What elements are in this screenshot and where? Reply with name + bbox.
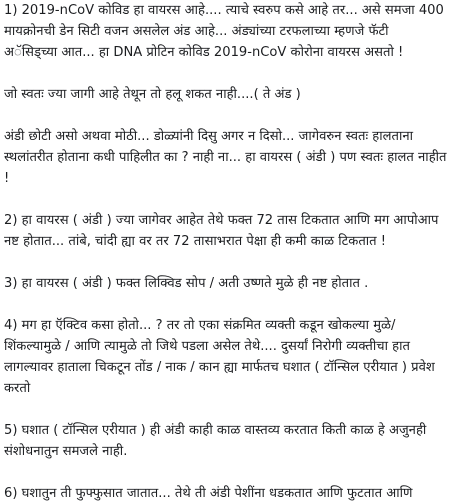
paragraph-point-4: 4) मग हा ऍक्टिव कसा होतो... ? तर तो एका संक्रमित व्यक्ती कडून खोकल्या मुळे/ शिंकल्यामुळे / आणि त्यामुळे तो जिथे पडला असेल तेथे.... दुसर्यां निरोगी व्यक्तीचा हात लागल्यावर हाताला चिकटून तोंड / नाक / कान ह्या मार्फतच घशात ( टॉन्सिल एरीयात ) प्रवेश करतो — [4, 318, 435, 396]
paragraph-gap — [4, 63, 466, 84]
paragraph-point-2: 2) हा वायरस ( अंडी ) ज्या जागेवर आहेत तेथे फक्त 72 तास टिकतात आणि मग आपोआप नष्ट होतात... तांबे, चांदी ह्या वर तर 72 तासाभरात पेक्षा ही कमी काळ टिकतात ! — [4, 213, 439, 249]
document-body — [4, 0, 466, 504]
paragraph-point-6: 6) घशातुन ती फुफ्फुसात जातात... तेथे ती अंडी पेशींना धडकतात आणि फुटतात आणि — [4, 486, 413, 501]
paragraph-point-3: 3) हा वायरस ( अंडी ) फक्त लिक्विड सोप / अती उष्णते मुळे ही नष्ट होतात . — [4, 276, 369, 291]
paragraph-gap — [4, 252, 466, 273]
paragraph-gap — [4, 462, 466, 483]
paragraph-intro: 1) 2019-nCoV कोविड हा वायरस आहे.... त्याचे स्वरुप कसे आहे तर... असे समजा 400 मायक्रोनची डेन सिटी वजन असलेल अंड आहे... अंड्यांच्या टरफलाच्या म्हणजे फॅटी अॅसिड्च्या आत... हा DNA प्रोटिन कोविड 2019-nCoV कोरोना वायरस असतो ! — [4, 3, 444, 60]
paragraph-egg-analogy: अंडी छोटी असो अथवा मोठी... डोळ्यांनी दिसु अगर न दिसो... जागेवरुन स्वतः हालताना स्थलांतरीत होताना कधी पाहिलीत का ? नाही ना... हा वायरस ( अंडी ) पण स्वतः हालत नाहीत ! — [4, 129, 447, 186]
paragraph-gap — [4, 294, 466, 315]
paragraph-gap — [4, 399, 466, 420]
paragraph-point-5: 5) घशात ( टॉन्सिल एरीयात ) ही अंडी काही काळ वास्तव्य करतात किती काळ हे अजुनही संशोधनातुन समजले नाही. — [4, 423, 427, 459]
paragraph-self-static: जो स्वतः ज्या जागी आहे तेथून तो हलू शकत नाही....( ते अंड ) — [4, 87, 301, 102]
paragraph-gap — [4, 105, 466, 126]
paragraph-gap — [4, 189, 466, 210]
